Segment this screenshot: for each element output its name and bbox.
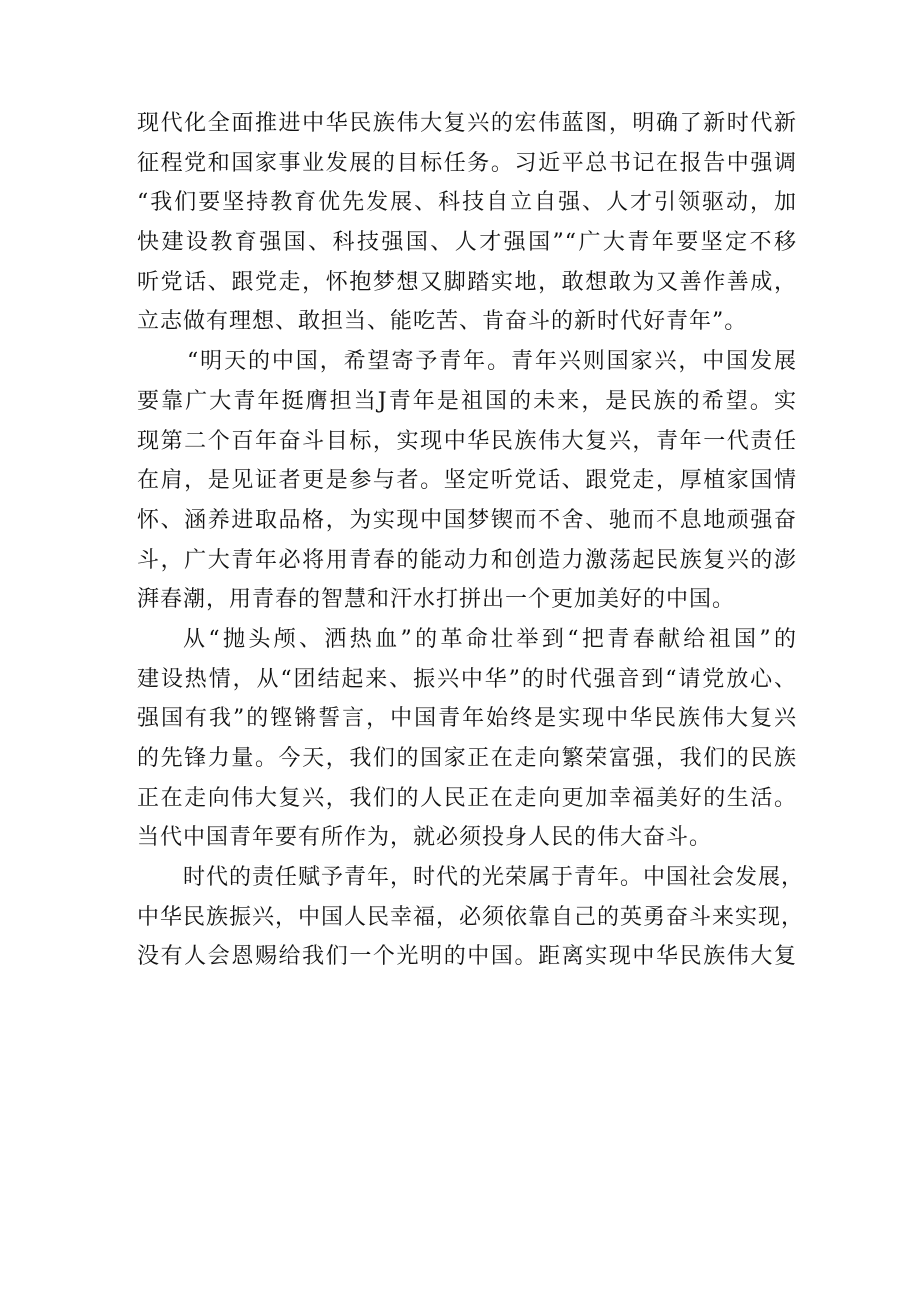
text-line: 要靠广大青年挺膺担当J青年是祖国的未来，是民族的希望。实 xyxy=(137,388,797,414)
text-line: 中华民族振兴，中国人民幸福，必须依靠自己的英勇奋斗来实现， xyxy=(137,904,805,930)
text-line: “我们要坚持教育优先发展、科技自立自强、人才引领驱动，加 xyxy=(137,190,797,216)
text-line: 当代中国青年要有所作为，就必须投身人民的伟大奋斗。 xyxy=(137,825,713,851)
text-line: 时代的责任赋予青年，时代的光荣属于青年。中国社会发展， xyxy=(183,865,805,891)
text-line: 立志做有理想、敢担当、能吃苦、肯奋斗的新时代好青年”。 xyxy=(137,309,748,335)
text-line: “明天的中国，希望寄予青年。青年兴则国家兴，中国发展 xyxy=(187,349,797,375)
text-line: 现第二个百年奋斗目标，实现中华民族伟大复兴，青年一代责任 xyxy=(137,428,797,454)
text-line: 快建设教育强国、科技强国、人才强国”“广大青年要坚定不移 xyxy=(137,230,797,256)
text-line: 从“抛头颅、洒热血”的革命壮举到“把青春献给祖国”的 xyxy=(183,626,797,652)
text-line: 强国有我”的铿锵誓言，中国青年始终是实现中华民族伟大复兴 xyxy=(137,706,797,732)
text-line: 正在走向伟大复兴，我们的人民正在走向更加幸福美好的生活。 xyxy=(137,785,797,811)
document-body xyxy=(137,104,805,977)
text-line: 没有人会恩赐给我们一个光明的中国。距离实现中华民族伟大复 xyxy=(137,944,797,970)
text-line: 在肩，是见证者更是参与者。坚定听党话、跟党走，厚植家国情 xyxy=(137,468,797,494)
paragraph-3 xyxy=(137,620,797,858)
paragraph-4 xyxy=(137,858,805,977)
text-line: 斗，广大青年必将用青春的能动力和创造力激荡起民族复兴的澎 xyxy=(137,547,797,573)
text-line: 征程党和国家事业发展的目标任务。习近平总书记在报告中强调 xyxy=(137,150,797,176)
paragraph-1 xyxy=(137,104,797,342)
text-line: 的先锋力量。今天，我们的国家正在走向繁荣富强，我们的民族 xyxy=(137,746,797,771)
text-line: 听党话、跟党走，怀抱梦想又脚踏实地，敢想敢为又善作善成， xyxy=(137,269,797,295)
text-line: 湃春潮，用青春的智慧和汗水打拼出一个更加美好的中国。 xyxy=(137,587,736,613)
text-line: 现代化全面推进中华民族伟大复兴的宏伟蓝图，明确了新时代新 xyxy=(137,111,797,136)
paragraph-2 xyxy=(137,342,797,620)
text-line: 怀、涵养进取品格，为实现中国梦锲而不舍、驰而不息地顽强奋 xyxy=(137,507,797,533)
text-line: 建设热情，从“团结起来、振兴中华”的时代强音到“请党放心、 xyxy=(137,666,797,692)
